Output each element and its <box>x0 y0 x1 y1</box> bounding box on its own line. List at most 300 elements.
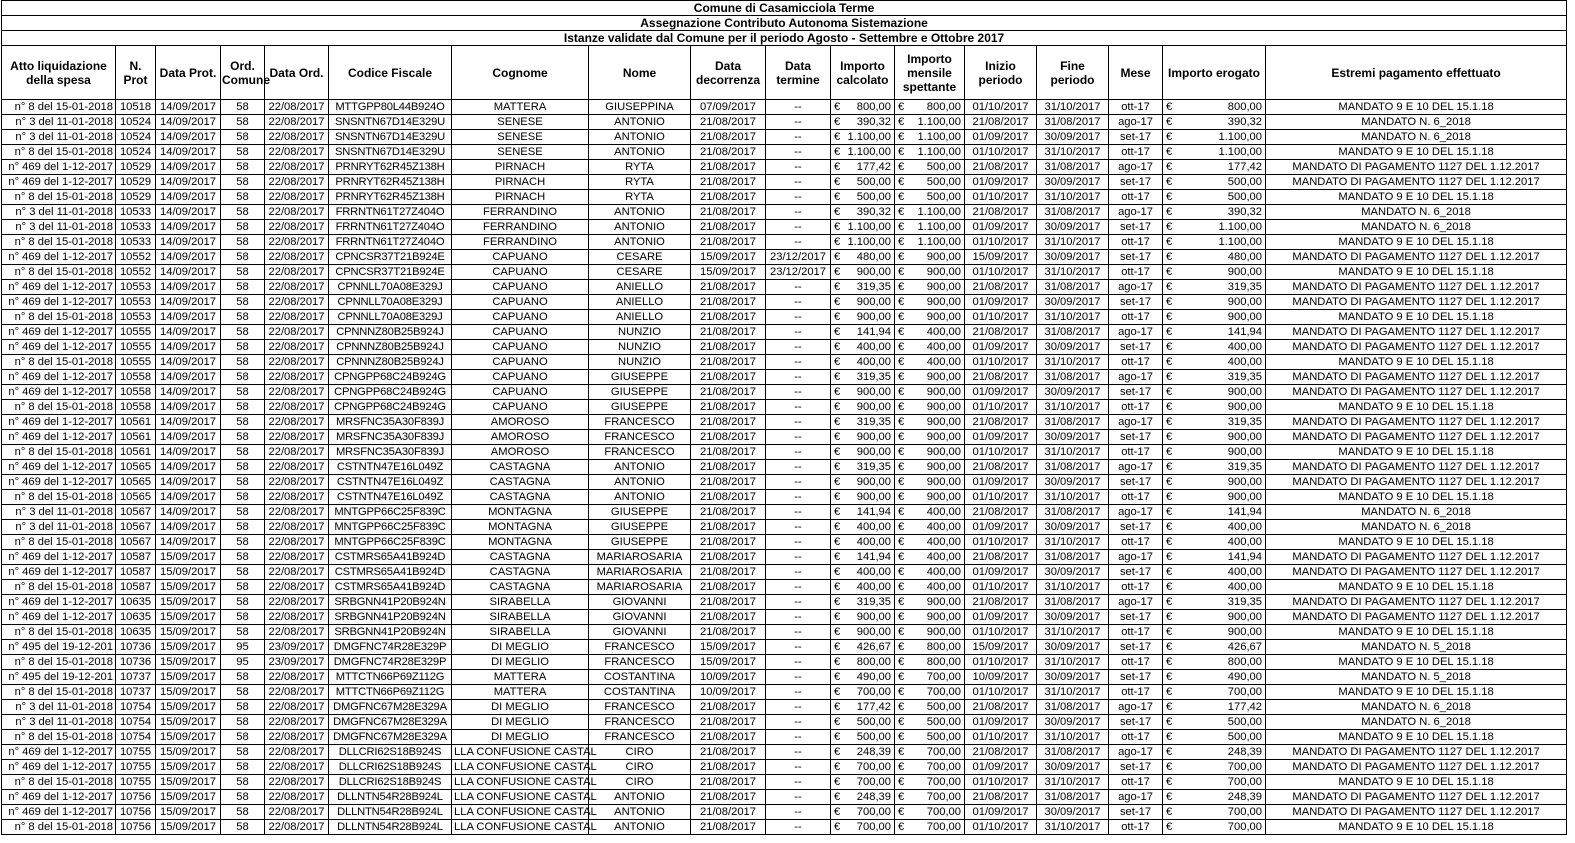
header-importo-calcolato[interactable]: Importo calcolato <box>831 46 895 100</box>
cell-data-termine[interactable]: -- <box>766 715 831 730</box>
header-atto[interactable]: Atto liquidazione della spesa <box>2 46 116 100</box>
cell-data-prot[interactable]: 15/09/2017 <box>156 730 221 745</box>
cell-nome[interactable]: NUNZIO <box>589 340 691 355</box>
cell-codice-fiscale[interactable]: DMGFNC67M28E329A <box>329 700 452 715</box>
cell-inizio-periodo[interactable]: 01/09/2017 <box>965 565 1037 580</box>
cell-mese[interactable]: ott-17 <box>1109 190 1163 205</box>
cell-atto[interactable]: n° 469 del 1-12-2017 <box>2 370 116 385</box>
cell-data-ord[interactable]: 23/09/2017 <box>265 655 329 670</box>
cell-codice-fiscale[interactable]: CSTMRS65A41B924D <box>329 580 452 595</box>
cell-data-decorrenza[interactable]: 21/08/2017 <box>691 400 766 415</box>
cell-data-ord[interactable]: 22/08/2017 <box>265 265 329 280</box>
cell-nome[interactable]: FRANCESCO <box>589 640 691 655</box>
cell-data-prot[interactable]: 14/09/2017 <box>156 490 221 505</box>
cell-nprot[interactable]: 10561 <box>116 430 156 445</box>
cell-inizio-periodo[interactable]: 21/08/2017 <box>965 325 1037 340</box>
cell-estremi[interactable]: MANDATO DI PAGAMENTO 1127 DEL 1.12.2017 <box>1266 460 1567 475</box>
cell-fine-periodo[interactable]: 30/09/2017 <box>1037 175 1109 190</box>
cell-codice-fiscale[interactable]: MTTCTN66P69Z112G <box>329 685 452 700</box>
cell-data-decorrenza[interactable]: 21/08/2017 <box>691 220 766 235</box>
cell-nome[interactable]: ANTONIO <box>589 790 691 805</box>
cell-importo-calcolato[interactable] <box>831 565 895 580</box>
cell-nome[interactable]: GIUSEPPE <box>589 520 691 535</box>
cell-estremi[interactable]: MANDATO DI PAGAMENTO 1127 DEL 1.12.2017 <box>1266 475 1567 490</box>
cell-atto[interactable]: n° 8 del 15-01-2018 <box>2 685 116 700</box>
cell-nome[interactable]: GIUSEPPE <box>589 385 691 400</box>
cell-data-termine[interactable]: -- <box>766 385 831 400</box>
cell-estremi[interactable]: MANDATO N. 6_2018 <box>1266 115 1567 130</box>
cell-importo-mensile[interactable] <box>895 715 965 730</box>
cell-inizio-periodo[interactable]: 15/09/2017 <box>965 640 1037 655</box>
cell-importo-mensile[interactable] <box>895 475 965 490</box>
cell-codice-fiscale[interactable]: MTTGPP80L44B924O <box>329 100 452 115</box>
cell-importo-calcolato[interactable] <box>831 265 895 280</box>
cell-importo-calcolato[interactable] <box>831 655 895 670</box>
cell-fine-periodo[interactable]: 30/09/2017 <box>1037 475 1109 490</box>
cell-data-termine[interactable]: -- <box>766 235 831 250</box>
cell-estremi[interactable]: MANDATO N. 6_2018 <box>1266 520 1567 535</box>
cell-nprot[interactable]: 10755 <box>116 775 156 790</box>
cell-ord-comune[interactable]: 58 <box>221 100 265 115</box>
cell-data-prot[interactable]: 14/09/2017 <box>156 115 221 130</box>
cell-importo-mensile[interactable] <box>895 760 965 775</box>
cell-data-termine[interactable]: -- <box>766 610 831 625</box>
cell-data-prot[interactable]: 14/09/2017 <box>156 520 221 535</box>
cell-estremi[interactable]: MANDATO 9 E 10 DEL 15.1.18 <box>1266 685 1567 700</box>
cell-cognome[interactable]: CASTAGNA <box>452 475 589 490</box>
cell-data-decorrenza[interactable]: 21/08/2017 <box>691 805 766 820</box>
cell-data-decorrenza[interactable]: 21/08/2017 <box>691 205 766 220</box>
cell-data-ord[interactable]: 22/08/2017 <box>265 790 329 805</box>
cell-estremi[interactable]: MANDATO N. 6_2018 <box>1266 505 1567 520</box>
header-data-ord[interactable]: Data Ord. <box>265 46 329 100</box>
cell-atto[interactable]: n° 469 del 1-12-2017 <box>2 160 116 175</box>
cell-codice-fiscale[interactable]: PRNRYT62R45Z138H <box>329 175 452 190</box>
cell-fine-periodo[interactable]: 30/09/2017 <box>1037 250 1109 265</box>
cell-importo-calcolato[interactable] <box>831 580 895 595</box>
cell-cognome[interactable]: CAPUANO <box>452 295 589 310</box>
cell-codice-fiscale[interactable]: CSTNTN47E16L049Z <box>329 490 452 505</box>
cell-importo-calcolato[interactable] <box>831 700 895 715</box>
cell-cognome[interactable]: MATTERA <box>452 670 589 685</box>
cell-data-prot[interactable]: 15/09/2017 <box>156 820 221 835</box>
cell-fine-periodo[interactable]: 30/09/2017 <box>1037 430 1109 445</box>
cell-inizio-periodo[interactable]: 01/10/2017 <box>965 145 1037 160</box>
cell-nome[interactable]: ANTONIO <box>589 205 691 220</box>
cell-codice-fiscale[interactable]: CPNCSR37T21B924E <box>329 250 452 265</box>
cell-inizio-periodo[interactable]: 10/09/2017 <box>965 670 1037 685</box>
cell-nome[interactable]: GIOVANNI <box>589 595 691 610</box>
cell-importo-erogato[interactable] <box>1163 595 1266 610</box>
cell-fine-periodo[interactable]: 30/09/2017 <box>1037 805 1109 820</box>
cell-mese[interactable]: set-17 <box>1109 130 1163 145</box>
cell-nprot[interactable]: 10553 <box>116 295 156 310</box>
cell-nome[interactable]: ANIELLO <box>589 280 691 295</box>
cell-inizio-periodo[interactable]: 21/08/2017 <box>965 115 1037 130</box>
cell-inizio-periodo[interactable]: 01/10/2017 <box>965 355 1037 370</box>
cell-data-prot[interactable]: 15/09/2017 <box>156 745 221 760</box>
cell-data-termine[interactable]: 23/12/2017 <box>766 250 831 265</box>
cell-nprot[interactable]: 10518 <box>116 100 156 115</box>
cell-nome[interactable]: ANTONIO <box>589 820 691 835</box>
cell-data-termine[interactable]: -- <box>766 700 831 715</box>
cell-inizio-periodo[interactable]: 21/08/2017 <box>965 415 1037 430</box>
cell-inizio-periodo[interactable]: 01/10/2017 <box>965 820 1037 835</box>
cell-estremi[interactable]: MANDATO 9 E 10 DEL 15.1.18 <box>1266 655 1567 670</box>
cell-data-decorrenza[interactable]: 21/08/2017 <box>691 310 766 325</box>
cell-ord-comune[interactable]: 58 <box>221 310 265 325</box>
cell-importo-mensile[interactable] <box>895 445 965 460</box>
cell-data-decorrenza[interactable]: 21/08/2017 <box>691 580 766 595</box>
cell-data-prot[interactable]: 14/09/2017 <box>156 535 221 550</box>
cell-ord-comune[interactable]: 58 <box>221 610 265 625</box>
cell-data-decorrenza[interactable]: 10/09/2017 <box>691 685 766 700</box>
cell-cognome[interactable]: CAPUANO <box>452 385 589 400</box>
cell-ord-comune[interactable]: 58 <box>221 385 265 400</box>
cell-importo-mensile[interactable] <box>895 145 965 160</box>
cell-importo-erogato[interactable] <box>1163 475 1266 490</box>
cell-codice-fiscale[interactable]: FRRNTN61T27Z404O <box>329 205 452 220</box>
cell-mese[interactable]: ago-17 <box>1109 790 1163 805</box>
cell-importo-mensile[interactable] <box>895 100 965 115</box>
cell-atto[interactable]: n° 469 del 1-12-2017 <box>2 340 116 355</box>
cell-data-decorrenza[interactable]: 21/08/2017 <box>691 490 766 505</box>
cell-cognome[interactable]: FERRANDINO <box>452 205 589 220</box>
cell-inizio-periodo[interactable]: 01/09/2017 <box>965 175 1037 190</box>
cell-importo-mensile[interactable] <box>895 505 965 520</box>
cell-inizio-periodo[interactable]: 21/08/2017 <box>965 700 1037 715</box>
cell-data-termine[interactable]: -- <box>766 790 831 805</box>
cell-estremi[interactable]: MANDATO N. 6_2018 <box>1266 130 1567 145</box>
cell-nprot[interactable]: 10529 <box>116 175 156 190</box>
cell-importo-erogato[interactable] <box>1163 760 1266 775</box>
cell-inizio-periodo[interactable]: 01/10/2017 <box>965 265 1037 280</box>
cell-data-prot[interactable]: 15/09/2017 <box>156 700 221 715</box>
cell-codice-fiscale[interactable]: DLLCRI62S18B924S <box>329 775 452 790</box>
cell-mese[interactable]: ott-17 <box>1109 265 1163 280</box>
cell-inizio-periodo[interactable]: 21/08/2017 <box>965 595 1037 610</box>
cell-cognome[interactable]: MONTAGNA <box>452 505 589 520</box>
cell-cognome[interactable]: CAPUANO <box>452 370 589 385</box>
cell-ord-comune[interactable]: 95 <box>221 655 265 670</box>
cell-importo-mensile[interactable] <box>895 205 965 220</box>
cell-codice-fiscale[interactable]: SNSNTN67D14E329U <box>329 130 452 145</box>
cell-importo-erogato[interactable] <box>1163 250 1266 265</box>
cell-data-ord[interactable]: 22/08/2017 <box>265 280 329 295</box>
cell-data-prot[interactable]: 15/09/2017 <box>156 565 221 580</box>
cell-data-ord[interactable]: 22/08/2017 <box>265 430 329 445</box>
cell-importo-calcolato[interactable] <box>831 715 895 730</box>
cell-importo-mensile[interactable] <box>895 640 965 655</box>
cell-importo-mensile[interactable] <box>895 535 965 550</box>
cell-importo-erogato[interactable] <box>1163 610 1266 625</box>
cell-ord-comune[interactable]: 58 <box>221 595 265 610</box>
cell-estremi[interactable]: MANDATO 9 E 10 DEL 15.1.18 <box>1266 310 1567 325</box>
cell-importo-mensile[interactable] <box>895 805 965 820</box>
cell-atto[interactable]: n° 3 del 11-01-2018 <box>2 505 116 520</box>
cell-codice-fiscale[interactable]: DLLCRI62S18B924S <box>329 760 452 775</box>
cell-importo-calcolato[interactable] <box>831 100 895 115</box>
cell-data-decorrenza[interactable]: 21/08/2017 <box>691 460 766 475</box>
cell-data-prot[interactable]: 15/09/2017 <box>156 715 221 730</box>
cell-cognome[interactable]: AMOROSO <box>452 430 589 445</box>
cell-data-prot[interactable]: 15/09/2017 <box>156 550 221 565</box>
cell-importo-mensile[interactable] <box>895 295 965 310</box>
cell-ord-comune[interactable]: 58 <box>221 205 265 220</box>
cell-data-ord[interactable]: 22/08/2017 <box>265 820 329 835</box>
cell-inizio-periodo[interactable]: 01/09/2017 <box>965 805 1037 820</box>
cell-data-decorrenza[interactable]: 21/08/2017 <box>691 445 766 460</box>
cell-atto[interactable]: n° 469 del 1-12-2017 <box>2 610 116 625</box>
cell-ord-comune[interactable]: 58 <box>221 760 265 775</box>
cell-estremi[interactable]: MANDATO 9 E 10 DEL 15.1.18 <box>1266 580 1567 595</box>
cell-fine-periodo[interactable]: 30/09/2017 <box>1037 220 1109 235</box>
cell-estremi[interactable]: MANDATO 9 E 10 DEL 15.1.18 <box>1266 400 1567 415</box>
cell-atto[interactable]: n° 469 del 1-12-2017 <box>2 760 116 775</box>
cell-inizio-periodo[interactable]: 21/08/2017 <box>965 745 1037 760</box>
cell-cognome[interactable]: CAPUANO <box>452 325 589 340</box>
cell-importo-erogato[interactable] <box>1163 565 1266 580</box>
cell-data-termine[interactable]: -- <box>766 340 831 355</box>
cell-inizio-periodo[interactable]: 01/10/2017 <box>965 625 1037 640</box>
cell-nprot[interactable]: 10529 <box>116 190 156 205</box>
cell-codice-fiscale[interactable]: CSTNTN47E16L049Z <box>329 475 452 490</box>
cell-importo-mensile[interactable] <box>895 115 965 130</box>
cell-codice-fiscale[interactable]: MNTGPP66C25F839C <box>329 505 452 520</box>
cell-importo-erogato[interactable] <box>1163 205 1266 220</box>
cell-data-prot[interactable]: 15/09/2017 <box>156 580 221 595</box>
cell-data-termine[interactable]: -- <box>766 145 831 160</box>
cell-mese[interactable]: set-17 <box>1109 430 1163 445</box>
cell-inizio-periodo[interactable]: 01/10/2017 <box>965 400 1037 415</box>
cell-cognome[interactable]: DI MEGLIO <box>452 715 589 730</box>
cell-codice-fiscale[interactable]: CSTNTN47E16L049Z <box>329 460 452 475</box>
cell-mese[interactable]: ott-17 <box>1109 730 1163 745</box>
cell-importo-calcolato[interactable] <box>831 220 895 235</box>
cell-data-prot[interactable]: 14/09/2017 <box>156 145 221 160</box>
cell-mese[interactable]: set-17 <box>1109 340 1163 355</box>
cell-nprot[interactable]: 10756 <box>116 790 156 805</box>
cell-codice-fiscale[interactable]: CPNGPP68C24B924G <box>329 385 452 400</box>
cell-importo-calcolato[interactable] <box>831 595 895 610</box>
cell-codice-fiscale[interactable]: MRSFNC35A30F839J <box>329 430 452 445</box>
cell-nome[interactable]: ANIELLO <box>589 310 691 325</box>
cell-cognome[interactable]: CASTAGNA <box>452 460 589 475</box>
cell-data-decorrenza[interactable]: 21/08/2017 <box>691 340 766 355</box>
cell-importo-erogato[interactable] <box>1163 265 1266 280</box>
cell-nome[interactable]: CIRO <box>589 745 691 760</box>
cell-mese[interactable]: set-17 <box>1109 715 1163 730</box>
cell-nprot[interactable]: 10567 <box>116 520 156 535</box>
cell-atto[interactable]: n° 8 del 15-01-2018 <box>2 310 116 325</box>
cell-mese[interactable]: set-17 <box>1109 295 1163 310</box>
cell-codice-fiscale[interactable]: DMGFNC74R28E329P <box>329 655 452 670</box>
cell-data-termine[interactable]: 23/12/2017 <box>766 265 831 280</box>
cell-data-termine[interactable]: -- <box>766 205 831 220</box>
cell-importo-calcolato[interactable] <box>831 250 895 265</box>
cell-fine-periodo[interactable]: 31/10/2017 <box>1037 265 1109 280</box>
cell-data-ord[interactable]: 22/08/2017 <box>265 445 329 460</box>
cell-inizio-periodo[interactable]: 01/10/2017 <box>965 730 1037 745</box>
cell-importo-mensile[interactable] <box>895 430 965 445</box>
cell-data-prot[interactable]: 14/09/2017 <box>156 295 221 310</box>
cell-fine-periodo[interactable]: 30/09/2017 <box>1037 715 1109 730</box>
cell-data-prot[interactable]: 14/09/2017 <box>156 430 221 445</box>
cell-importo-erogato[interactable] <box>1163 730 1266 745</box>
cell-atto[interactable]: n° 3 del 11-01-2018 <box>2 715 116 730</box>
cell-atto[interactable]: n° 3 del 11-01-2018 <box>2 205 116 220</box>
cell-codice-fiscale[interactable]: CPNGPP68C24B924G <box>329 370 452 385</box>
cell-data-termine[interactable]: -- <box>766 520 831 535</box>
cell-estremi[interactable]: MANDATO DI PAGAMENTO 1127 DEL 1.12.2017 <box>1266 745 1567 760</box>
cell-ord-comune[interactable]: 58 <box>221 460 265 475</box>
cell-importo-mensile[interactable] <box>895 130 965 145</box>
cell-importo-calcolato[interactable] <box>831 175 895 190</box>
cell-fine-periodo[interactable]: 30/09/2017 <box>1037 520 1109 535</box>
cell-fine-periodo[interactable]: 30/09/2017 <box>1037 340 1109 355</box>
cell-importo-calcolato[interactable] <box>831 625 895 640</box>
cell-data-prot[interactable]: 15/09/2017 <box>156 805 221 820</box>
cell-cognome[interactable]: CASTAGNA <box>452 550 589 565</box>
cell-data-decorrenza[interactable]: 21/08/2017 <box>691 730 766 745</box>
cell-ord-comune[interactable]: 58 <box>221 580 265 595</box>
cell-importo-mensile[interactable] <box>895 385 965 400</box>
cell-nome[interactable]: MARIAROSARIA <box>589 550 691 565</box>
cell-cognome[interactable]: AMOROSO <box>452 415 589 430</box>
cell-fine-periodo[interactable]: 31/08/2017 <box>1037 505 1109 520</box>
cell-fine-periodo[interactable]: 31/10/2017 <box>1037 580 1109 595</box>
cell-importo-mensile[interactable] <box>895 625 965 640</box>
cell-mese[interactable]: set-17 <box>1109 250 1163 265</box>
cell-fine-periodo[interactable]: 31/10/2017 <box>1037 820 1109 835</box>
cell-importo-mensile[interactable] <box>895 490 965 505</box>
cell-importo-mensile[interactable] <box>895 730 965 745</box>
cell-fine-periodo[interactable]: 31/10/2017 <box>1037 775 1109 790</box>
cell-data-decorrenza[interactable]: 21/08/2017 <box>691 520 766 535</box>
cell-importo-mensile[interactable] <box>895 460 965 475</box>
cell-inizio-periodo[interactable]: 01/09/2017 <box>965 715 1037 730</box>
cell-codice-fiscale[interactable]: PRNRYT62R45Z138H <box>329 190 452 205</box>
cell-mese[interactable]: ott-17 <box>1109 235 1163 250</box>
cell-importo-mensile[interactable] <box>895 820 965 835</box>
cell-ord-comune[interactable]: 58 <box>221 520 265 535</box>
cell-importo-calcolato[interactable] <box>831 310 895 325</box>
cell-cognome[interactable]: CAPUANO <box>452 310 589 325</box>
cell-ord-comune[interactable]: 58 <box>221 415 265 430</box>
cell-importo-calcolato[interactable] <box>831 130 895 145</box>
cell-importo-erogato[interactable] <box>1163 655 1266 670</box>
cell-atto[interactable]: n° 469 del 1-12-2017 <box>2 460 116 475</box>
cell-atto[interactable]: n° 469 del 1-12-2017 <box>2 565 116 580</box>
cell-cognome[interactable]: CASTAGNA <box>452 490 589 505</box>
cell-atto[interactable]: n° 8 del 15-01-2018 <box>2 655 116 670</box>
cell-inizio-periodo[interactable]: 01/09/2017 <box>965 295 1037 310</box>
cell-nome[interactable]: CIRO <box>589 775 691 790</box>
cell-codice-fiscale[interactable]: MRSFNC35A30F839J <box>329 445 452 460</box>
cell-atto[interactable]: n° 495 del 19-12-201 <box>2 640 116 655</box>
cell-mese[interactable]: ott-17 <box>1109 355 1163 370</box>
cell-cognome[interactable]: PIRNACH <box>452 160 589 175</box>
cell-importo-mensile[interactable] <box>895 565 965 580</box>
cell-codice-fiscale[interactable]: CPNGPP68C24B924G <box>329 400 452 415</box>
cell-ord-comune[interactable]: 58 <box>221 325 265 340</box>
cell-importo-calcolato[interactable] <box>831 520 895 535</box>
cell-nprot[interactable]: 10737 <box>116 670 156 685</box>
cell-importo-erogato[interactable] <box>1163 385 1266 400</box>
cell-cognome[interactable]: LLA CONFUSIONE CASTAL <box>452 775 589 790</box>
cell-inizio-periodo[interactable]: 21/08/2017 <box>965 460 1037 475</box>
cell-fine-periodo[interactable]: 31/10/2017 <box>1037 145 1109 160</box>
cell-mese[interactable]: ott-17 <box>1109 310 1163 325</box>
cell-inizio-periodo[interactable]: 01/10/2017 <box>965 445 1037 460</box>
cell-mese[interactable]: set-17 <box>1109 805 1163 820</box>
cell-importo-calcolato[interactable] <box>831 235 895 250</box>
cell-data-ord[interactable]: 22/08/2017 <box>265 730 329 745</box>
cell-ord-comune[interactable]: 58 <box>221 280 265 295</box>
cell-nprot[interactable]: 10635 <box>116 595 156 610</box>
cell-data-prot[interactable]: 15/09/2017 <box>156 655 221 670</box>
cell-importo-calcolato[interactable] <box>831 685 895 700</box>
cell-estremi[interactable]: MANDATO 9 E 10 DEL 15.1.18 <box>1266 775 1567 790</box>
cell-fine-periodo[interactable]: 31/10/2017 <box>1037 235 1109 250</box>
cell-ord-comune[interactable]: 58 <box>221 700 265 715</box>
cell-nome[interactable]: FRANCESCO <box>589 445 691 460</box>
cell-nome[interactable]: GIUSEPPE <box>589 400 691 415</box>
cell-data-termine[interactable]: -- <box>766 655 831 670</box>
cell-data-termine[interactable]: -- <box>766 535 831 550</box>
cell-importo-mensile[interactable] <box>895 190 965 205</box>
cell-data-decorrenza[interactable]: 21/08/2017 <box>691 610 766 625</box>
cell-atto[interactable]: n° 469 del 1-12-2017 <box>2 280 116 295</box>
cell-data-termine[interactable]: -- <box>766 295 831 310</box>
cell-nome[interactable]: NUNZIO <box>589 355 691 370</box>
cell-estremi[interactable]: MANDATO DI PAGAMENTO 1127 DEL 1.12.2017 <box>1266 610 1567 625</box>
cell-estremi[interactable]: MANDATO 9 E 10 DEL 15.1.18 <box>1266 190 1567 205</box>
cell-fine-periodo[interactable]: 31/10/2017 <box>1037 310 1109 325</box>
cell-importo-erogato[interactable] <box>1163 445 1266 460</box>
cell-atto[interactable]: n° 8 del 15-01-2018 <box>2 355 116 370</box>
cell-nome[interactable]: ANTONIO <box>589 220 691 235</box>
cell-mese[interactable]: ott-17 <box>1109 490 1163 505</box>
cell-inizio-periodo[interactable]: 01/09/2017 <box>965 610 1037 625</box>
cell-data-ord[interactable]: 22/08/2017 <box>265 370 329 385</box>
header-nprot[interactable]: N. Prot <box>116 46 156 100</box>
cell-cognome[interactable]: SIRABELLA <box>452 595 589 610</box>
cell-codice-fiscale[interactable]: MNTGPP66C25F839C <box>329 520 452 535</box>
cell-cognome[interactable]: AMOROSO <box>452 445 589 460</box>
cell-data-termine[interactable]: -- <box>766 595 831 610</box>
cell-inizio-periodo[interactable]: 01/09/2017 <box>965 340 1037 355</box>
cell-nprot[interactable]: 10755 <box>116 760 156 775</box>
cell-inizio-periodo[interactable]: 01/09/2017 <box>965 220 1037 235</box>
cell-nome[interactable]: ANIELLO <box>589 295 691 310</box>
cell-data-ord[interactable]: 22/08/2017 <box>265 775 329 790</box>
cell-data-ord[interactable]: 22/08/2017 <box>265 670 329 685</box>
cell-importo-mensile[interactable] <box>895 235 965 250</box>
cell-data-termine[interactable]: -- <box>766 475 831 490</box>
cell-ord-comune[interactable]: 58 <box>221 820 265 835</box>
cell-nprot[interactable]: 10558 <box>116 385 156 400</box>
cell-importo-erogato[interactable] <box>1163 625 1266 640</box>
cell-importo-mensile[interactable] <box>895 325 965 340</box>
header-cognome[interactable]: Cognome <box>452 46 589 100</box>
cell-data-prot[interactable]: 14/09/2017 <box>156 325 221 340</box>
cell-ord-comune[interactable]: 58 <box>221 715 265 730</box>
cell-importo-calcolato[interactable] <box>831 805 895 820</box>
cell-data-ord[interactable]: 22/08/2017 <box>265 295 329 310</box>
cell-codice-fiscale[interactable]: SRBGNN41P20B924N <box>329 595 452 610</box>
cell-fine-periodo[interactable]: 31/10/2017 <box>1037 655 1109 670</box>
